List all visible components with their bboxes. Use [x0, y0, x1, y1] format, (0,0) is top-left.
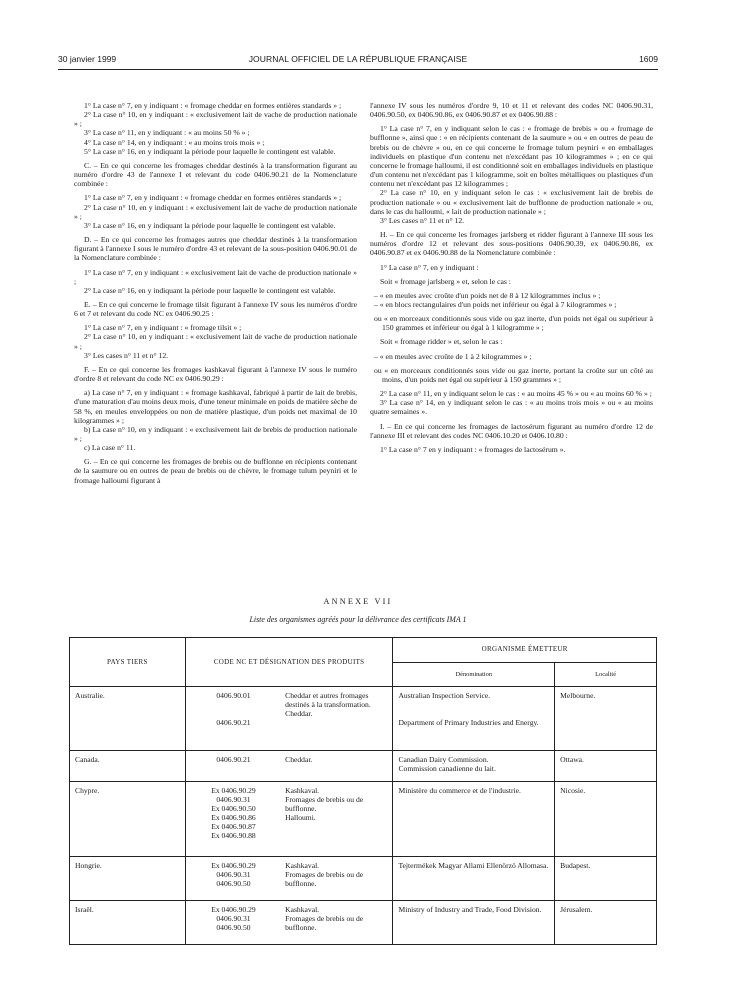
- product-name: Fromages de brebis ou de bufflonne.: [285, 914, 364, 932]
- nc-code: 0406.90.50: [216, 879, 251, 888]
- codes-cell: [185, 857, 281, 901]
- paragraph: 2° La case n° 10, en y indiquant : « exclusivement lait de vache de production nationale » ;: [74, 202, 357, 221]
- paragraph: 3° La case n° 16, en y indiquant la période pour laquelle le contingent est valable.: [84, 220, 336, 230]
- product-name: Kashkaval.: [285, 905, 320, 914]
- organism-name: Tejtermékek Magyar Allami Ellenörzö Allomasa.: [398, 861, 549, 870]
- organism-name: Ministry of Industry and Trade, Food Division.: [398, 905, 542, 914]
- product-name: Cheddar.: [285, 709, 313, 718]
- section-d: D. – En ce qui concerne les fromages autres que cheddar destinés à la transformation figurant à l'annexe I sous le numéro d'ordre 43 et relevant de la sous-position 0406.90.01 de la Nomenclature combinée :: [74, 235, 357, 263]
- nc-code: 0406.90.31: [216, 870, 251, 879]
- product-name: Fromages de brebis ou de bufflonne.: [285, 795, 364, 813]
- nc-code: 0406.90.31: [216, 914, 251, 923]
- organism-cell: [393, 751, 555, 782]
- paragraph: 3° Les cases n° 11 et n° 12.: [380, 215, 465, 225]
- paragraph: 1° La case n° 7, en y indiquant : « fromage cheddar en formes entières standards » ;: [84, 193, 342, 203]
- nc-code: Ex 0406.90.29: [211, 786, 256, 795]
- country-cell: Australie.: [70, 687, 186, 751]
- locality-cell: Melbourne.: [555, 687, 657, 751]
- table-row: [70, 751, 657, 782]
- section-f: F. – En ce qui concerne les fromages kashkaval figurant à l'annexe IV sous le numéro d'ordre 8 et relevant du code NC ex 0406.90.29 :: [74, 364, 357, 384]
- paragraph: 3° La case n° 14, en y indiquant selon le cas : « au moins trois mois » ou « au moins quatre semaines ».: [370, 398, 653, 417]
- products-cell: [281, 857, 393, 901]
- country-cell: Chypre.: [70, 782, 186, 857]
- product-name: Cheddar et autres fromages destinés à la transformation.: [285, 691, 371, 709]
- page-header: [58, 54, 658, 68]
- organisms-table: [69, 637, 657, 945]
- right-text-column: [370, 101, 653, 459]
- products-cell: [281, 901, 393, 945]
- codes-cell: [185, 687, 281, 751]
- paragraph: l'annexe IV sous les numéros d'ordre 9, 10 et 11 et relevant des codes NC 0406.90.31, 0406.90.50, ex 0406.90.86, ex 0406.90.87 et ex 0406.90.88 :: [370, 101, 653, 120]
- nc-code: 0406.90.01: [216, 691, 251, 700]
- nc-code: Ex 0406.90.29: [211, 905, 256, 914]
- dash-item: ou « en morceaux conditionnés sous vide ou gaz inerte, portant la croûte sur un côté au moins, d'un poids net égal ou supérieur à 150 grammes » ;: [374, 365, 653, 384]
- header-codes: CODE NC ET DÉSIGNATION DES PRODUITS: [185, 638, 393, 687]
- dash-item: – « en meules avec croûte d'un poids net de 8 à 12 kilogrammes inclus » ;: [374, 290, 601, 300]
- paragraph: 2° La case n° 10, en y indiquant : « exclusivement lait de vache de production nationale » ;: [74, 110, 357, 129]
- issue-date: 30 janvier 1999: [58, 54, 117, 64]
- table-header-row: [70, 638, 657, 663]
- product-name: Kashkaval.: [285, 861, 320, 870]
- paragraph: 1° La case n° 7, en y indiquant : « fromage tilsit » ;: [84, 323, 242, 333]
- header-country: PAYS TIERS: [70, 638, 186, 687]
- paragraph: 2° La case n° 11, en y indiquant selon le cas : « au moins 45 % » ou « au moins 60 % » ;: [380, 389, 652, 399]
- locality-cell: Jérusalem.: [555, 901, 657, 945]
- organism-cell: [393, 901, 555, 945]
- section-e: E. – En ce qui concerne le fromage tilsit figurant à l'annexe IV sous les numéros d'ordre 6 et 7 et relevant du code NC ex 0406.90.25 :: [74, 299, 357, 319]
- paragraph: 5° La case n° 16, en y indiquant la période pour laquelle le contingent est valable.: [84, 146, 336, 156]
- paragraph: 3° Les cases n° 11 et n° 12.: [84, 350, 169, 360]
- organism-name: Canadian Dairy Commission.: [398, 755, 489, 764]
- country-cell: Canada.: [70, 751, 186, 782]
- paragraph: 2° La case n° 10, en y indiquant : « exclusivement lait de vache de production nationale » ;: [74, 332, 357, 351]
- table-body: [70, 687, 657, 945]
- paragraph: c) La case n° 11.: [84, 443, 136, 453]
- products-cell: [281, 751, 393, 782]
- products-cell: [281, 687, 393, 751]
- annex-subtitle: Liste des organismes agréés pour la délivrance des certificats IMA 1: [249, 615, 467, 624]
- organism-name: Ministère du commerce et de l'industrie.: [398, 786, 521, 795]
- organism-name: Commission canadienne du lait.: [398, 764, 496, 773]
- nc-code: Ex 0406.90.88: [211, 831, 256, 840]
- nc-code: Ex 0406.90.50: [211, 804, 256, 813]
- nc-code: Ex 0406.90.87: [211, 822, 256, 831]
- nc-code: 0406.90.21: [216, 718, 251, 727]
- nc-code: 0406.90.21: [216, 755, 251, 764]
- codes-cell: [185, 751, 281, 782]
- page-number: 1609: [639, 54, 658, 64]
- dash-item: ou « en morceaux conditionnés sous vide ou gaz inerte, d'un poids net égal ou supérieur à 150 grammes et inférieur ou égal à 1 kilogramme » ;: [374, 314, 653, 333]
- locality-cell: Nicosie.: [555, 782, 657, 857]
- annex-title: ANNEXE VII: [323, 597, 393, 606]
- dash-item: – « en blocs rectangulaires d'un poids net inférieur ou égal à 7 kilogrammes » ;: [374, 299, 617, 309]
- header-issuer: ORGANISME ÉMETTEUR: [393, 638, 657, 663]
- product-name: Halloumi.: [285, 813, 316, 822]
- paragraph: 1° La case n° 7, en y indiquant selon le cas : « fromage de brebis » ou « fromage de bufflonne », ainsi que : « en récipients contenant de la saumure » ou « en outres de peau de brebis ou de chèvre » ou, en ce qui concerne le fromage tulum peyniri « en emballages individuels en plastique d'un contenu net n'excédant pas 10 kilogrammes » ; en ce qui concerne le fromage halloumi, il est conditionné soit en emballages individuels en plastique d'un contenu net n'excédant pas 1 kilogramme, soit en boîtes métalliques ou plastiques d'un contenu net n'excédant pas 12 kilogrammes ;: [370, 124, 653, 189]
- nc-code: 0406.90.31: [216, 795, 251, 804]
- dash-item: – « en meules avec croûte de 1 à 2 kilogrammes » ;: [374, 351, 532, 361]
- codes-cell: [185, 782, 281, 857]
- country-cell: Hongrie.: [70, 857, 186, 901]
- table-row: [70, 857, 657, 901]
- section-c: C. – En ce qui concerne les fromages cheddar destinés à la transformation figurant au numéro d'ordre 43 de l'annexe I et relevant du code 0406.90.21 de la Nomenclature combinée :: [74, 160, 357, 189]
- left-text-column: [74, 101, 357, 490]
- organism-cell: [393, 687, 555, 751]
- nc-code: Ex 0406.90.29: [211, 861, 256, 870]
- nc-code: 0406.90.50: [216, 923, 251, 932]
- product-name: Kashkaval.: [285, 786, 320, 795]
- header-name: Dénomination: [393, 662, 555, 687]
- section-g: G. – En ce qui concerne les fromages de brebis ou de bufflonne en récipients contenant de la saumure ou en outres de peau de brebis ou de chèvre, le fromage tulum peyniri et le fromage halloumi figurant à: [74, 457, 357, 485]
- table-row: [70, 782, 657, 857]
- paragraph: 2° La case n° 10, en y indiquant selon le cas : « exclusivement lait de brebis de production nationale » ou « exclusivement lait de bufflonne de production nationale » ou, dans le cas du halloumi, « lait de production nationale » ;: [370, 188, 653, 216]
- header-rule: [58, 69, 658, 70]
- paragraph: 2° La case n° 16, en y indiquant la période pour laquelle le contingent est valable.: [84, 285, 336, 295]
- organism-name: Department of Primary Industries and Energy.: [398, 718, 539, 727]
- product-name: Fromages de brebis ou de bufflonne.: [285, 870, 364, 888]
- section-h: H. – En ce qui concerne les fromages jarlsberg et ridder figurant à l'annexe III sous les numéros d'ordre 12 et relevant des sous-positions 0406.90.39, ex 0406.90.86, ex 0406.90.87 et ex 0406.90.88 de la Nomenclature combinée :: [370, 230, 653, 258]
- paragraph: 1° La case n° 7 en y indiquant : « fromages de lactosérum ».: [380, 444, 566, 454]
- paragraph: Soit « fromage jarlsberg » et, selon le cas :: [380, 276, 511, 286]
- paragraph: 1° La case n° 7, en y indiquant : « fromage cheddar en formes entières standards » ;: [84, 101, 342, 110]
- codes-cell: [185, 901, 281, 945]
- paragraph: 1° La case n° 7, en y indiquant : « exclusivement lait de vache de production nationale » ;: [74, 267, 357, 286]
- paragraph: 1° La case n° 7, en y indiquant :: [380, 262, 479, 272]
- organism-cell: [393, 782, 555, 857]
- paragraph: a) La case n° 7, en y indiquant : « fromage kashkaval, fabriqué à partir de lait de brebis, d'une maturation d'au moins deux mois, d'une teneur minimale en poids de matière sèche de 58 %, en meules enveloppées ou non de matière plastique, d'un poids net maximal de 10 kilogrammes » ;: [74, 388, 357, 425]
- products-cell: [281, 782, 393, 857]
- table-row: [70, 901, 657, 945]
- paragraph: Soit « fromage ridder » et, selon le cas :: [380, 337, 503, 347]
- section-i: I. – En ce qui concerne les fromages de lactosérum figurant au numéro d'ordre 12 de l'annexe III et relevant des codes NC 0406.10.20 et 0406.10.80 :: [370, 421, 653, 440]
- locality-cell: Budapest.: [555, 857, 657, 901]
- locality-cell: Ottawa.: [555, 751, 657, 782]
- nc-code: Ex 0406.90.86: [211, 813, 256, 822]
- organism-cell: [393, 857, 555, 901]
- table-row: [70, 687, 657, 751]
- paragraph: b) La case n° 10, en y indiquant : « exclusivement lait de brebis de production nationale » ;: [74, 424, 357, 443]
- paragraph: 3° La case n° 11, en y indiquant : « au moins 50 % » ;: [84, 128, 250, 138]
- paragraph: 4° La case n° 14, en y indiquant : « au moins trois mois » ;: [84, 137, 265, 147]
- country-cell: Israël.: [70, 901, 186, 945]
- header-locality: Localité: [555, 662, 657, 687]
- journal-title: JOURNAL OFFICIEL DE LA RÉPUBLIQUE FRANÇAISE: [248, 54, 468, 64]
- organism-name: Australian Inspection Service.: [398, 691, 491, 700]
- product-name: Cheddar.: [285, 755, 313, 764]
